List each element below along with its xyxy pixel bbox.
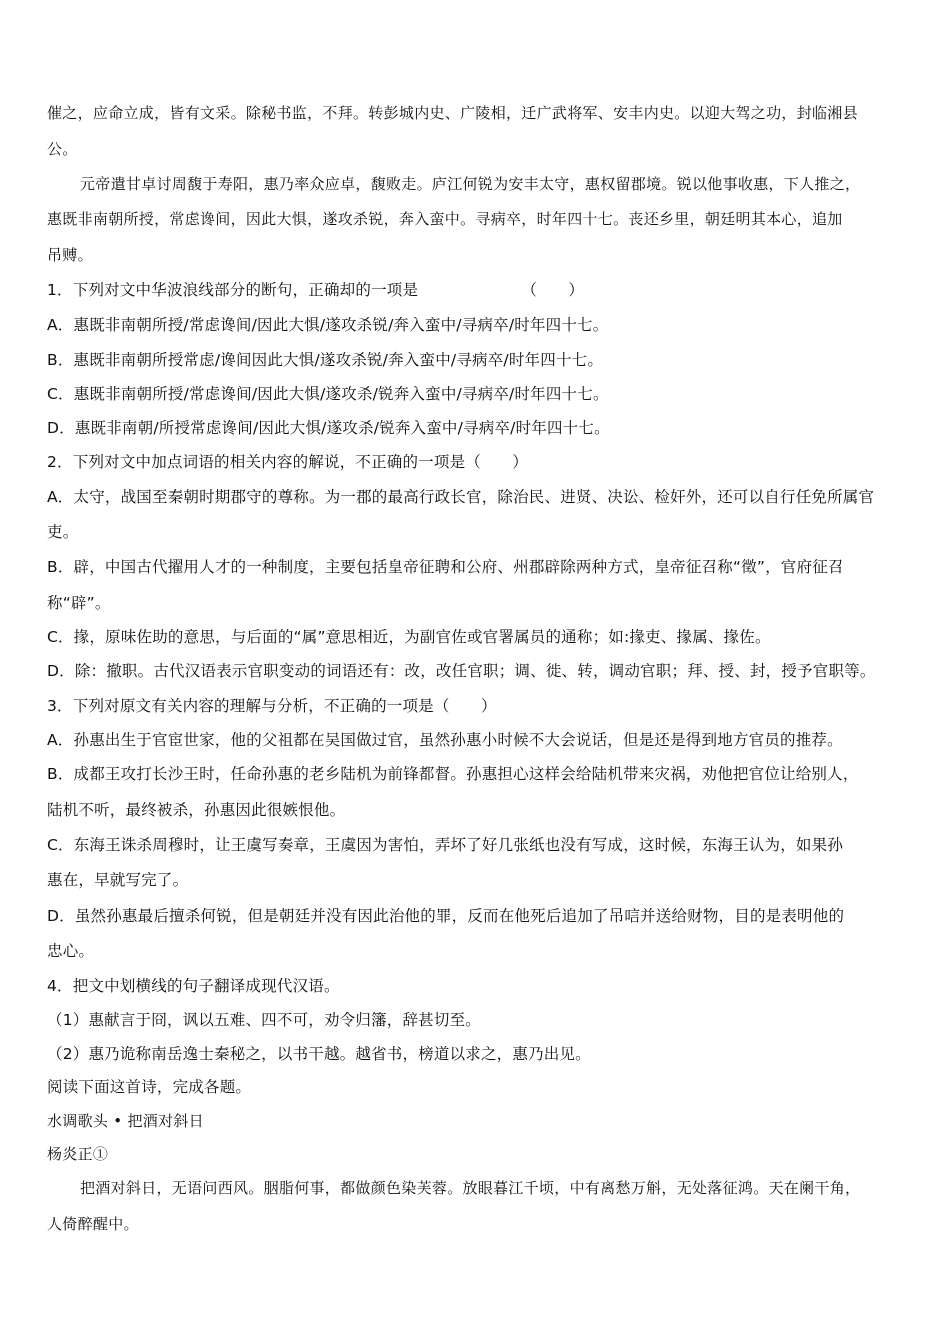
question-2-option-d: D．除：撤职。古代汉语表示官职变动的词语还有：改，改任官职；调、徙、转，调动官职；拜、授、封，授予官职等。: [47, 662, 876, 680]
passage-p2-line1: 元帝遣甘卓讨周馥于寿阳，惠乃率众应卓，馥败走。庐江何锐为安丰太守，惠权留郡境。锐以他事收惠，下人推之，: [80, 175, 861, 193]
question-3-option-c-line2: 惠在，早就写完了。: [47, 871, 189, 889]
question-3-option-a: A．孙惠出生于官宦世家，他的父祖都在吴国做过官，虽然孙惠小时候不大会说话，但是还是得到地方官员的推荐。: [47, 731, 843, 749]
question-3-option-d-line1: D．虽然孙惠最后擅杀何锐，但是朝廷并没有因此治他的罪，反而在他死后追加了吊唁并送给财物，目的是表明他的: [47, 907, 845, 925]
question-1-answer-blank: （ ）: [521, 281, 585, 299]
question-2-option-a-line2: 吏。: [47, 523, 79, 541]
question-1-option-a: A．惠既非南朝所授/常虑谗间/因此大惧/遂攻杀锐/奔入蛮中/寻病卒/时年四十七。: [47, 316, 609, 334]
question-2-stem: 2．下列对文中加点词语的相关内容的解说，不正确的一项是（ ）: [47, 453, 529, 471]
question-2-option-b-line1: B．辟，中国古代擢用人才的一种制度，主要包括皇帝征聘和公府、州郡辟除两种方式，皇帝征召称“徵”，官府征召: [47, 558, 844, 576]
passage-p2-line2: 惠既非南朝所授，常虑谗间，因此大惧，遂攻杀锐，奔入蛮中。寻病卒，时年四十七。丧还乡里，朝廷明其本心，追加: [47, 210, 843, 228]
question-1-stem: [47, 280, 584, 300]
passage-p2-line3: 吊赙。: [47, 246, 93, 264]
question-4-stem: 4．把文中划横线的句子翻译成现代汉语。: [47, 977, 340, 995]
passage-p1-line1: 催之，应命立成，皆有文采。除秘书监，不拜。转彭城内史、广陵相，迁广武将军、安丰内史。以迎大驾之功，封临湘县: [47, 104, 858, 122]
question-1-option-d: D．惠既非南朝/所授常虑谗间/因此大惧/遂攻杀/锐奔入蛮中/寻病卒/时年四十七。: [47, 419, 610, 437]
question-3-option-b-line2: 陆机不听，最终被杀，孙惠因此很嫉恨他。: [47, 801, 346, 819]
question-2-option-c: C．掾，原味佐助的意思，与后面的“属”意思相近，为副官佐或官署属员的通称；如:掾吏、掾属、掾佐。: [47, 628, 771, 646]
question-1-option-c: C．惠既非南朝所授/常虑谗间/因此大惧/遂攻杀/锐奔入蛮中/寻病卒/时年四十七。: [47, 385, 609, 403]
question-1-text: 1．下列对文中华波浪线部分的断句，正确却的一项是: [47, 281, 419, 299]
question-4-sentence-1: （1）惠献言于冏，讽以五难、四不可，劝令归籓，辞甚切至。: [47, 1011, 481, 1029]
question-3-option-c-line1: C．东海王诛杀周穆时，让王虞写奏章，王虞因为害怕，弄坏了好几张纸也没有写成，这时候，东海王认为，如果孙: [47, 836, 844, 854]
poem-body-line2: 人倚醉醒中。: [47, 1215, 139, 1233]
question-2-option-a-line1: A．太守，战国至秦朝时期郡守的尊称。为一郡的最高行政长官，除治民、进贤、决讼、检奸外，还可以自行任免所属官: [47, 488, 875, 506]
question-4-sentence-2: （2）惠乃诡称南岳逸士秦秘之，以书干越。越省书，榜道以求之，惠乃出见。: [47, 1045, 591, 1063]
poem-instruction: 阅读下面这首诗，完成各题。: [47, 1078, 252, 1096]
passage-p1-line2: 公。: [47, 140, 78, 158]
question-3-option-d-line2: 忠心。: [47, 942, 95, 960]
poem-body-line1: 把酒对斜日，无语问西风。胭脂何事，都做颜色染芙蓉。放眼暮江千顷，中有离愁万斛，无处落征鸿。天在阑干角，: [80, 1179, 861, 1197]
question-3-stem: 3．下列对原文有关内容的理解与分析，不正确的一项是（ ）: [47, 697, 497, 715]
poem-title: 水调歌头 • 把酒对斜日: [47, 1112, 204, 1130]
question-3-option-b-line1: B．成都王攻打长沙王时，任命孙惠的老乡陆机为前锋都督。孙惠担心这样会给陆机带来灾祸，劝他把官位让给别人，: [47, 765, 859, 783]
question-2-option-b-line2: 称“辟”。: [47, 594, 111, 612]
question-1-option-b: B．惠既非南朝所授常虑/谗间因此大惧/遂攻杀锐/奔入蛮中/寻病卒/时年四十七。: [47, 351, 604, 369]
poem-author: 杨炎正①: [47, 1145, 109, 1163]
